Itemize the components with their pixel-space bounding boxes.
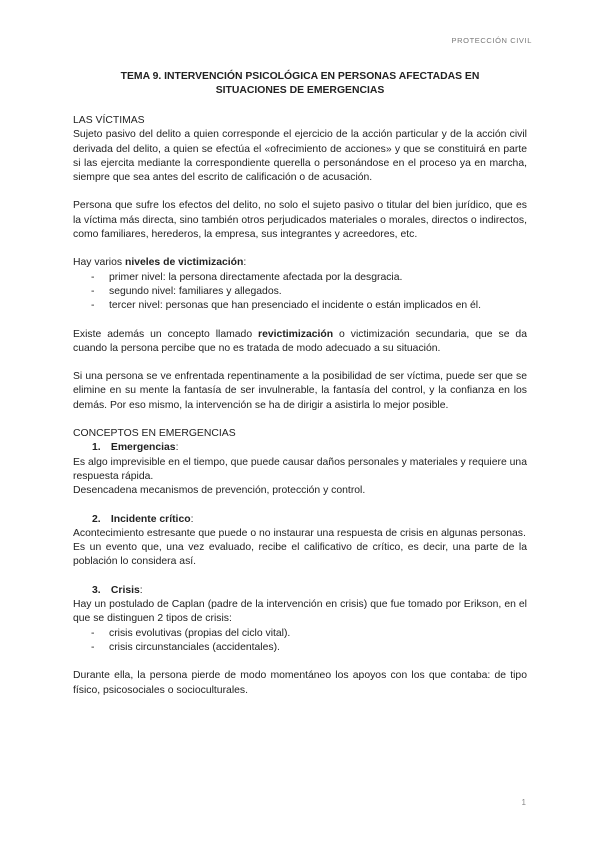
section-concepts: [73, 427, 527, 698]
list-item: - tercer nivel: personas que han presenciado el incidente o están implicados en él.: [73, 299, 527, 313]
concept-emergencias: [73, 441, 527, 498]
concept-crisis: [73, 584, 527, 655]
revictimization-paragraph: Existe además un concepto llamado revictimización o victimización secundaria, que se da cuando la persona percibe que no es tratada de modo adecuado a su situación.: [73, 328, 527, 354]
victimization-levels-list: [73, 271, 527, 314]
list-item: - segundo nivel: familiares y allegados.: [73, 285, 527, 299]
list-item: - crisis evolutivas (propias del ciclo vital).: [73, 627, 527, 641]
title-line-2: SITUACIONES DE EMERGENCIAS: [215, 85, 385, 96]
document-title: [73, 70, 527, 98]
concept-text: Es un evento que, una vez evaluado, recibe el calificativo de crítico, es decir, una parte de la población lo considera así.: [73, 542, 527, 568]
document-body: [73, 70, 527, 698]
section-heading-concepts: CONCEPTOS EN EMERGENCIAS: [73, 428, 236, 440]
concept-heading: 2. Incidente crítico:: [92, 513, 194, 525]
victims-definition-1: Sujeto pasivo del delito a quien corresponde el ejercicio de la acción particular y de la acción civil derivada del delito, a quien se efectúa el «ofrecimiento de acciones» y que se constituirá en parte si las ejercita mediante la correspondiente querella o personándose en el proceso ya en marcha, siempre que sea antes del escrito de calificación o de acusación.: [73, 129, 527, 184]
section-heading-victims: LAS VÍCTIMAS: [73, 115, 145, 126]
concept-heading: 3. Crisis:: [92, 584, 143, 596]
concept-incidente-critico: [73, 513, 527, 570]
concept-text: Acontecimiento estresante que puede o no instaurar una respuesta de crisis en algunas personas.: [73, 527, 526, 539]
concept-text: Es algo imprevisible en el tiempo, que puede causar daños personales y materiales y requiere una respuesta rápida.: [73, 456, 527, 482]
section-victims: [73, 114, 527, 413]
crisis-closing-paragraph: Durante ella, la persona pierde de modo momentáneo los apoyos con los que contaba: de tipo físico, psicosociales o socioculturales.: [73, 670, 527, 696]
concept-text: Desencadena mecanismos de prevención, protección y control.: [73, 485, 366, 497]
page-number: 1: [521, 798, 526, 807]
concept-text: Hay un postulado de Caplan (padre de la intervención en crisis) que fue tomado por Erikson, en el que se distinguen 2 tipos de crisis:: [73, 599, 527, 625]
concept-heading: 1. Emergencias:: [92, 442, 179, 454]
list-item: - primer nivel: la persona directamente afectada por la desgracia.: [73, 271, 527, 285]
intervention-paragraph: Si una persona se ve enfrentada repentinamente a la posibilidad de ser víctima, puede ser que se elimine en su mente la fantasía de ser invulnerable, la fantasía del control, y la confianza en los demás. Por eso mismo, la intervención se ha de dirigir a asistirla lo mejor posible.: [73, 371, 527, 411]
title-line-1: TEMA 9. INTERVENCIÓN PSICOLÓGICA EN PERSONAS AFECTADAS EN: [120, 71, 480, 82]
victimization-levels-intro: Hay varios niveles de victimización:: [73, 257, 247, 269]
crisis-types-list: [73, 627, 527, 656]
running-header: PROTECCIÓN CIVIL: [451, 36, 532, 45]
list-item: - crisis circunstanciales (accidentales).: [73, 641, 527, 655]
victims-definition-2: Persona que sufre los efectos del delito, no solo el sujeto pasivo o titular del bien jurídico, que es la víctima más directa, sino también otros perjudicados materiales o morales, directos o indirectos, como familiares, herederos, la empresa, sus integrantes y acreedores, etc.: [73, 200, 527, 241]
